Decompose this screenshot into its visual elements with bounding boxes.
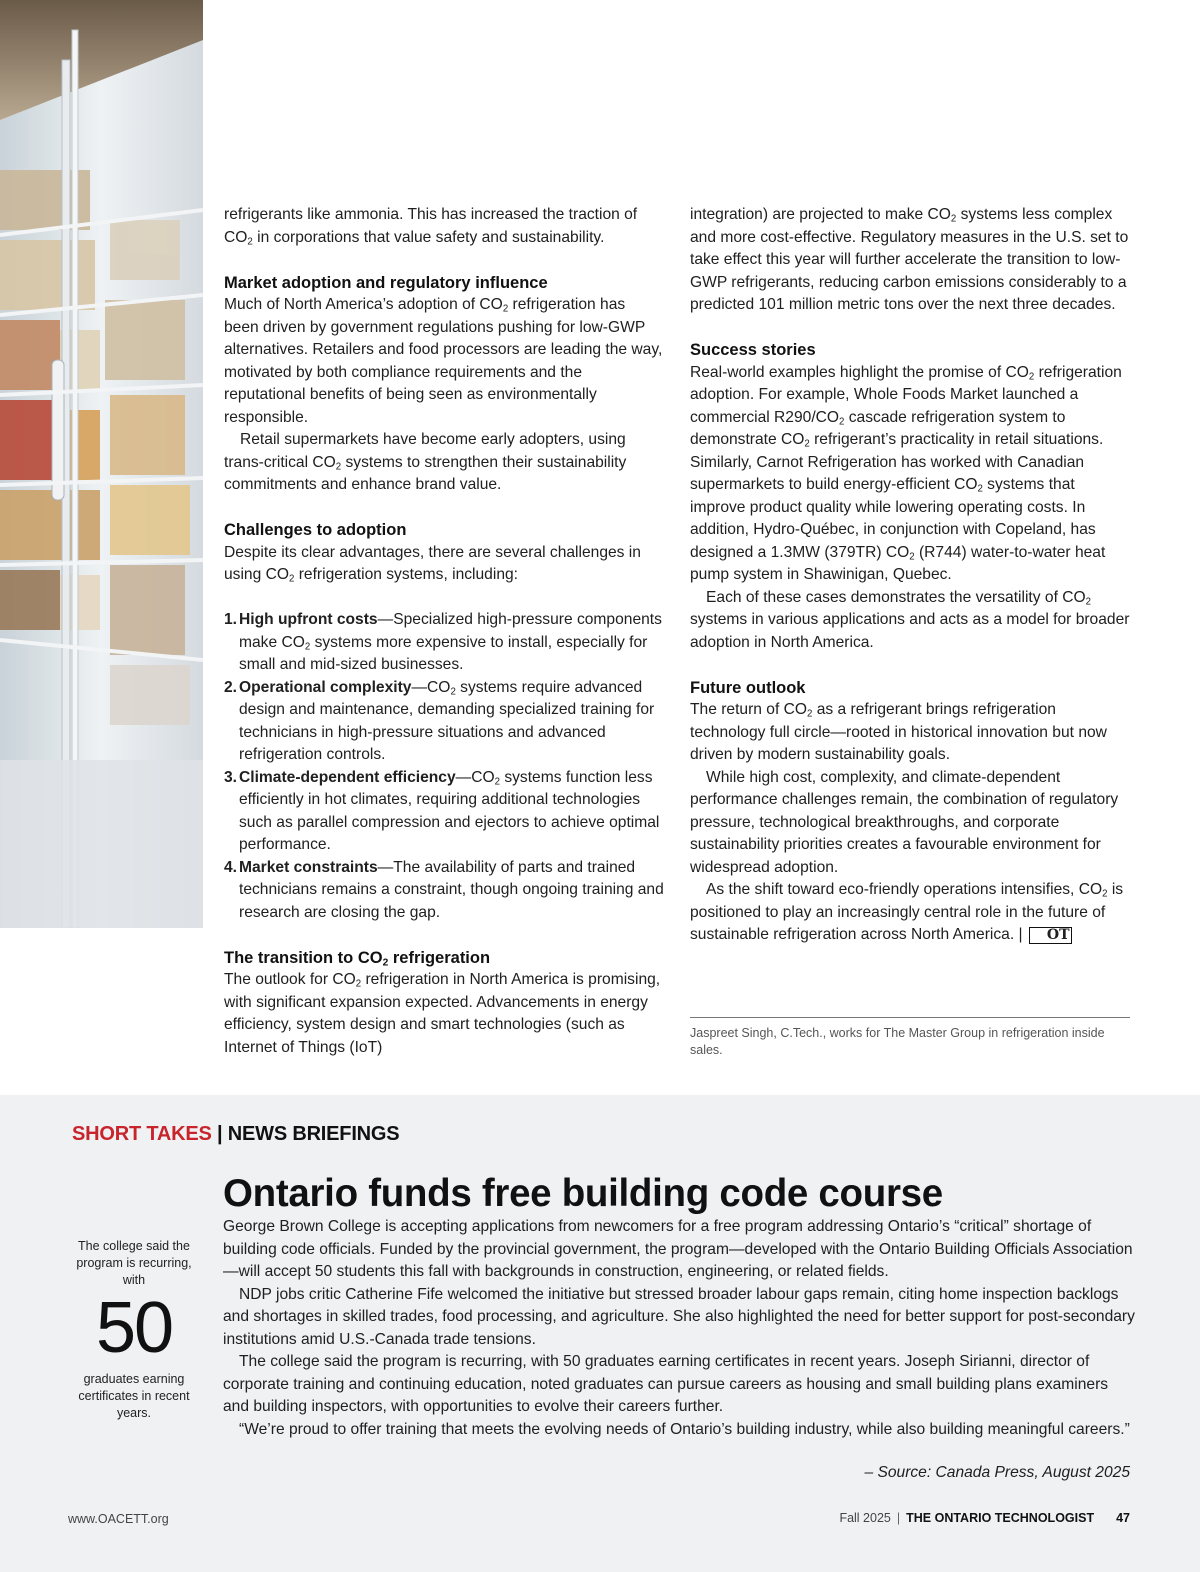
story-headline: Ontario funds free building code course <box>223 1172 943 1215</box>
paragraph: George Brown College is accepting applications from newcomers for a free program addressing Ontario’s “critical” shortage of building code officials. Funded by the provincial government, the program—developed with the Ontario Building Officials Association—will accept 50 students this fall with backgrounds in construction, engineering, or related fields. <box>223 1218 1133 1280</box>
section-heading-success: Success stories <box>690 341 816 359</box>
paragraph: refrigerants like ammonia. This has increased the traction of $CO_2$ in corporations that value safety and sustainability. <box>224 206 638 247</box>
paragraph: The outlook for $CO_2$ refrigeration in North America is promising, with significant expansion expected. Advancements in energy efficiency, system design and smart technologies (such as Internet of Things (IoT) <box>224 971 661 1056</box>
magazine-name: THE ONTARIO TECHNOLOGIST <box>906 1511 1095 1525</box>
list-item: 2. Operational $complexity—CO_2$ systems require advanced design and maintenance, demanding specialized training for technicians in high-pressure situations and advanced refrigeration controls. <box>224 678 655 763</box>
section-heading-future: Future outlook <box>690 678 806 697</box>
list-item: 3. Climate-dependent $efficiency—CO_2$ systems function less efficiently in hot climates, requiring additional technologies such as parallel compression and ejectors to achieve optimal performance. <box>224 768 660 853</box>
paragraph: “We’re proud to offer training that meets the evolving needs of Ontario’s building industry, while also building meaningful careers.” <box>239 1420 1130 1438</box>
pull-stat-bottom: graduates earning certificates in recent years. <box>78 1372 190 1420</box>
paragraph: The return of $CO_2$ as a refrigerant brings refrigeration technology full circle—rooted in historical innovation but now driven by modern sustainability goals. <box>690 701 1107 763</box>
author-divider <box>690 1017 1130 1018</box>
paragraph: Much of North America’s adoption of $CO_2$ refrigeration has been driven by government regulations pushing for low-GWP alternatives. Retailers and food processors are leading the way, motivated by both compliance requirements and the reputational benefits of being seen as environmentally responsible. <box>224 296 663 426</box>
paragraph: Despite its clear advantages, there are several challenges in using $CO_2$ refrigeration systems, including: <box>224 543 641 585</box>
paragraph: NDP jobs critic Catherine Fife welcomed the initiative but stressed broader labour gaps remain, citing home inspection backlogs and shortages in skilled trades, food processing, and agriculture. She also highlighted the need for better support for post-secondary institutions amid U.S.-Canada trade tensions. <box>223 1285 1135 1348</box>
pull-stat-number: 50 <box>95 1288 173 1368</box>
fridge-photo <box>0 0 203 928</box>
paragraph: integration) are projected to make $CO_2$ systems less complex and more cost-effective. Regulatory measures in the U.S. set to take effect this year will further accelerate the transition to low-GWP refrigerants, reducing carbon emissions considerably to a predicted 101 million metric tons over the next three decades. <box>690 206 1129 313</box>
section-heading-market: Market adoption and regulatory influence <box>224 273 548 292</box>
challenges-list <box>224 609 664 924</box>
footer-issue: Fall 2025 | THE ONTARIO TECHNOLOGIST 47 <box>839 1511 1130 1525</box>
list-item: 4. Market constraints—The availability of parts and trained technicians remains a constraint, though ongoing training and research are closing the gap. <box>224 858 664 921</box>
article-column-2 <box>690 204 1130 947</box>
section-heading-transition: The transition to $CO_2$ refrigeration <box>224 948 491 969</box>
article-column-1 <box>224 204 664 1059</box>
pull-stat <box>72 1238 196 1422</box>
story-source: – Source: Canada Press, August 2025 <box>864 1464 1130 1481</box>
paragraph: Retail supermarkets have become early adopters, using trans-critical $CO_2$ systems to strengthen their sustainability commitments and enhance brand value. <box>224 431 627 493</box>
page-number: 47 <box>1116 1511 1130 1525</box>
paragraph: As the shift toward eco-friendly operations intensifies, $CO_2$ is positioned to play an increasingly central role in the future of sustainable refrigeration across North America. | OT <box>690 881 1124 943</box>
list-item: 1. High upfront costs—Specialized high-pressure components make $CO_2$ systems more expensive to install, especially for small and mid-sized businesses. <box>224 611 662 673</box>
paragraph: While high cost, complexity, and climate-dependent performance challenges remain, the combination of regulatory pressure, technological breakthroughs, and corporate sustainability priorities creates a favourable environment for widespread adoption. <box>690 768 1119 876</box>
story-body <box>223 1216 1138 1441</box>
author-bio: Jaspreet Singh, C.Tech., works for The Master Group in refrigeration inside sales. <box>690 1026 1105 1057</box>
pull-stat-top: The college said the program is recurring, with <box>76 1239 192 1287</box>
paragraph: Real-world examples highlight the promise of $CO_2$ refrigeration adoption. For example, Whole Foods Market launched a commercial $R290/CO_2$ cascade refrigeration system to demonstrate $CO_2$ refrigerant’s practicality in retail situations. Similarly, Carnot Refrigeration has worked with Canadian supermarkets to build energy-efficient $CO_2$ systems that improve product quality while lowering operating costs. In addition, Hydro-Québec, in conjunction with Copeland, has designed a 1.3MW (379TR) $CO_2$ (R744) water-to-water heat pump system in Shawinigan, Quebec. <box>690 363 1122 583</box>
ot-end-mark-icon: OT <box>1029 927 1072 944</box>
paragraph: Each of these cases demonstrates the versatility of $CO_2$ systems in various applications and acts as a model for broader adoption in North America. <box>690 588 1130 651</box>
section-heading-challenges: Challenges to adoption <box>224 521 407 539</box>
footer-website: www.OACETT.org <box>68 1512 169 1526</box>
paragraph: The college said the program is recurring, with 50 graduates earning certificates in recent years. Joseph Sirianni, director of corporate training and continuing education, noted graduates can pursue careers as housing and small building plans examiners and building inspectors, with opportunities to evolve their careers further. <box>223 1353 1109 1415</box>
supermarket-fridge-icon <box>0 0 203 928</box>
section-kicker: SHORT TAKES | NEWS BRIEFINGS <box>72 1123 400 1145</box>
